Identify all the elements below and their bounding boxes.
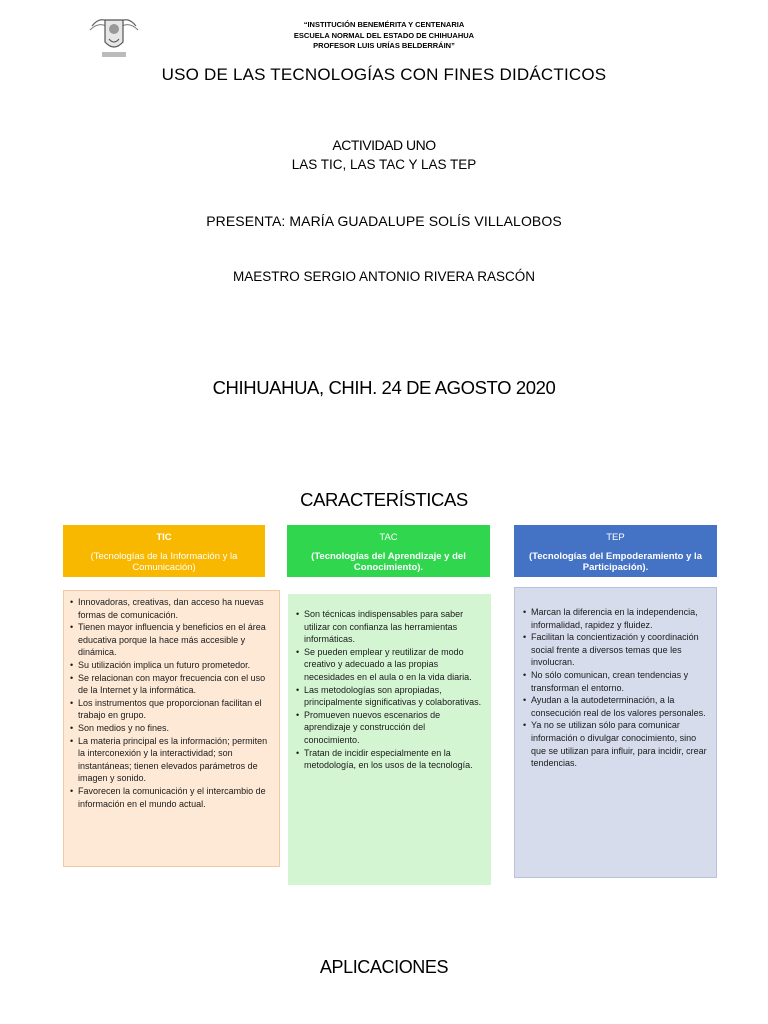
- tic-list: [70, 596, 273, 810]
- list-item: • No sólo comunican, crean tendencias y transforman el entorno.: [523, 669, 708, 694]
- list-item: • Favorecen la comunicación y el intercambio de información en el mundo actual.: [70, 785, 273, 810]
- tic-characteristics: [63, 590, 280, 867]
- list-item: • Promueven nuevos escenarios de aprendizaje y construcción del conocimiento.: [296, 709, 483, 747]
- page-title: USO DE LAS TECNOLOGÍAS CON FINES DIDÁCTICOS: [161, 65, 607, 84]
- tep-subtitle: (Tecnologías del Empoderamiento y la Participación).: [529, 551, 702, 573]
- list-item: • Facilitan la concientización y coordinación social frente a diversos temas que les involucran.: [523, 631, 708, 669]
- school-crest-icon: [88, 12, 140, 62]
- list-item: • Los instrumentos que proporcionan facilitan el trabajo en grupo.: [70, 697, 273, 722]
- institution-header: [200, 20, 568, 52]
- activity-subtitle: LAS TIC, LAS TAC Y LAS TEP: [291, 157, 477, 172]
- list-item: • La materia principal es la información; permiten la interconexión y la interactividad; son instantáneas; tienen elevados parámetros de imagen y sonido.: [70, 735, 273, 785]
- tac-characteristics: [288, 594, 491, 885]
- next-section-title: APLICACIONES: [319, 957, 449, 977]
- tep-list: [523, 606, 708, 770]
- list-item: • Las metodologías son apropiadas, principalmente significativas y colaborativas.: [296, 684, 483, 709]
- teacher: MAESTRO SERGIO ANTONIO RIVERA RASCÓN: [232, 269, 536, 284]
- section-title: CARACTERÍSTICAS: [300, 489, 468, 510]
- place-date: CHIHUAHUA, CHIH. 24 DE AGOSTO 2020: [212, 377, 556, 398]
- tep-title: TEP: [606, 532, 625, 543]
- list-item: • Tienen mayor influencia y beneficios en el área educativa porque la hace más accesible y dinámica.: [70, 621, 273, 659]
- tic-header: [63, 525, 265, 577]
- list-item: • Se pueden emplear y reutilizar de modo creativo y adecuado a las propias necesidades en el aula o en la vida diaria.: [296, 646, 483, 684]
- tac-title: TAC: [379, 532, 398, 543]
- institution-line-2: ESCUELA NORMAL DEL ESTADO DE CHIHUAHUA: [293, 30, 475, 40]
- list-item: • Son medios y no fines.: [70, 722, 273, 735]
- tic-subtitle: (Tecnologías de la Información y la Comunicación): [90, 551, 238, 573]
- list-item: • Se relacionan con mayor frecuencia con el uso de la Internet y la informática.: [70, 672, 273, 697]
- tac-header: [287, 525, 490, 577]
- tac-list: [296, 608, 483, 772]
- list-item: • Su utilización implica un futuro prometedor.: [70, 659, 273, 672]
- tep-characteristics: [514, 587, 717, 878]
- presenter: PRESENTA: MARÍA GUADALUPE SOLÍS VILLALOBOS: [206, 213, 562, 229]
- institution-line-1: “INSTITUCIÓN BENEMÉRITA Y CENTENARIA: [303, 20, 465, 29]
- activity-title: ACTIVIDAD UNO: [332, 137, 436, 153]
- list-item: • Ayudan a la autodeterminación, a la consecución real de los valores personales.: [523, 694, 708, 719]
- institution-line-3: PROFESOR LUIS URÍAS BELDERRÁIN”: [313, 41, 455, 51]
- tep-header: [514, 525, 717, 577]
- list-item: • Tratan de incidir especialmente en la metodología, en los usos de la tecnología.: [296, 747, 483, 772]
- tic-title: TIC: [156, 532, 172, 543]
- list-item: • Innovadoras, creativas, dan acceso ha nuevas formas de comunicación.: [70, 596, 273, 621]
- list-item: • Marcan la diferencia en la independencia, informalidad, rapidez y fluidez.: [523, 606, 708, 631]
- list-item: • Ya no se utilizan sólo para comunicar información o divulgar conocimiento, sino que se utilizan para influir, para incidir, crear tendencias.: [523, 719, 708, 769]
- list-item: • Son técnicas indispensables para saber utilizar con confianza las herramientas informáticas.: [296, 608, 483, 646]
- tac-subtitle: (Tecnologías del Aprendizaje y del Conocimiento).: [311, 551, 466, 573]
